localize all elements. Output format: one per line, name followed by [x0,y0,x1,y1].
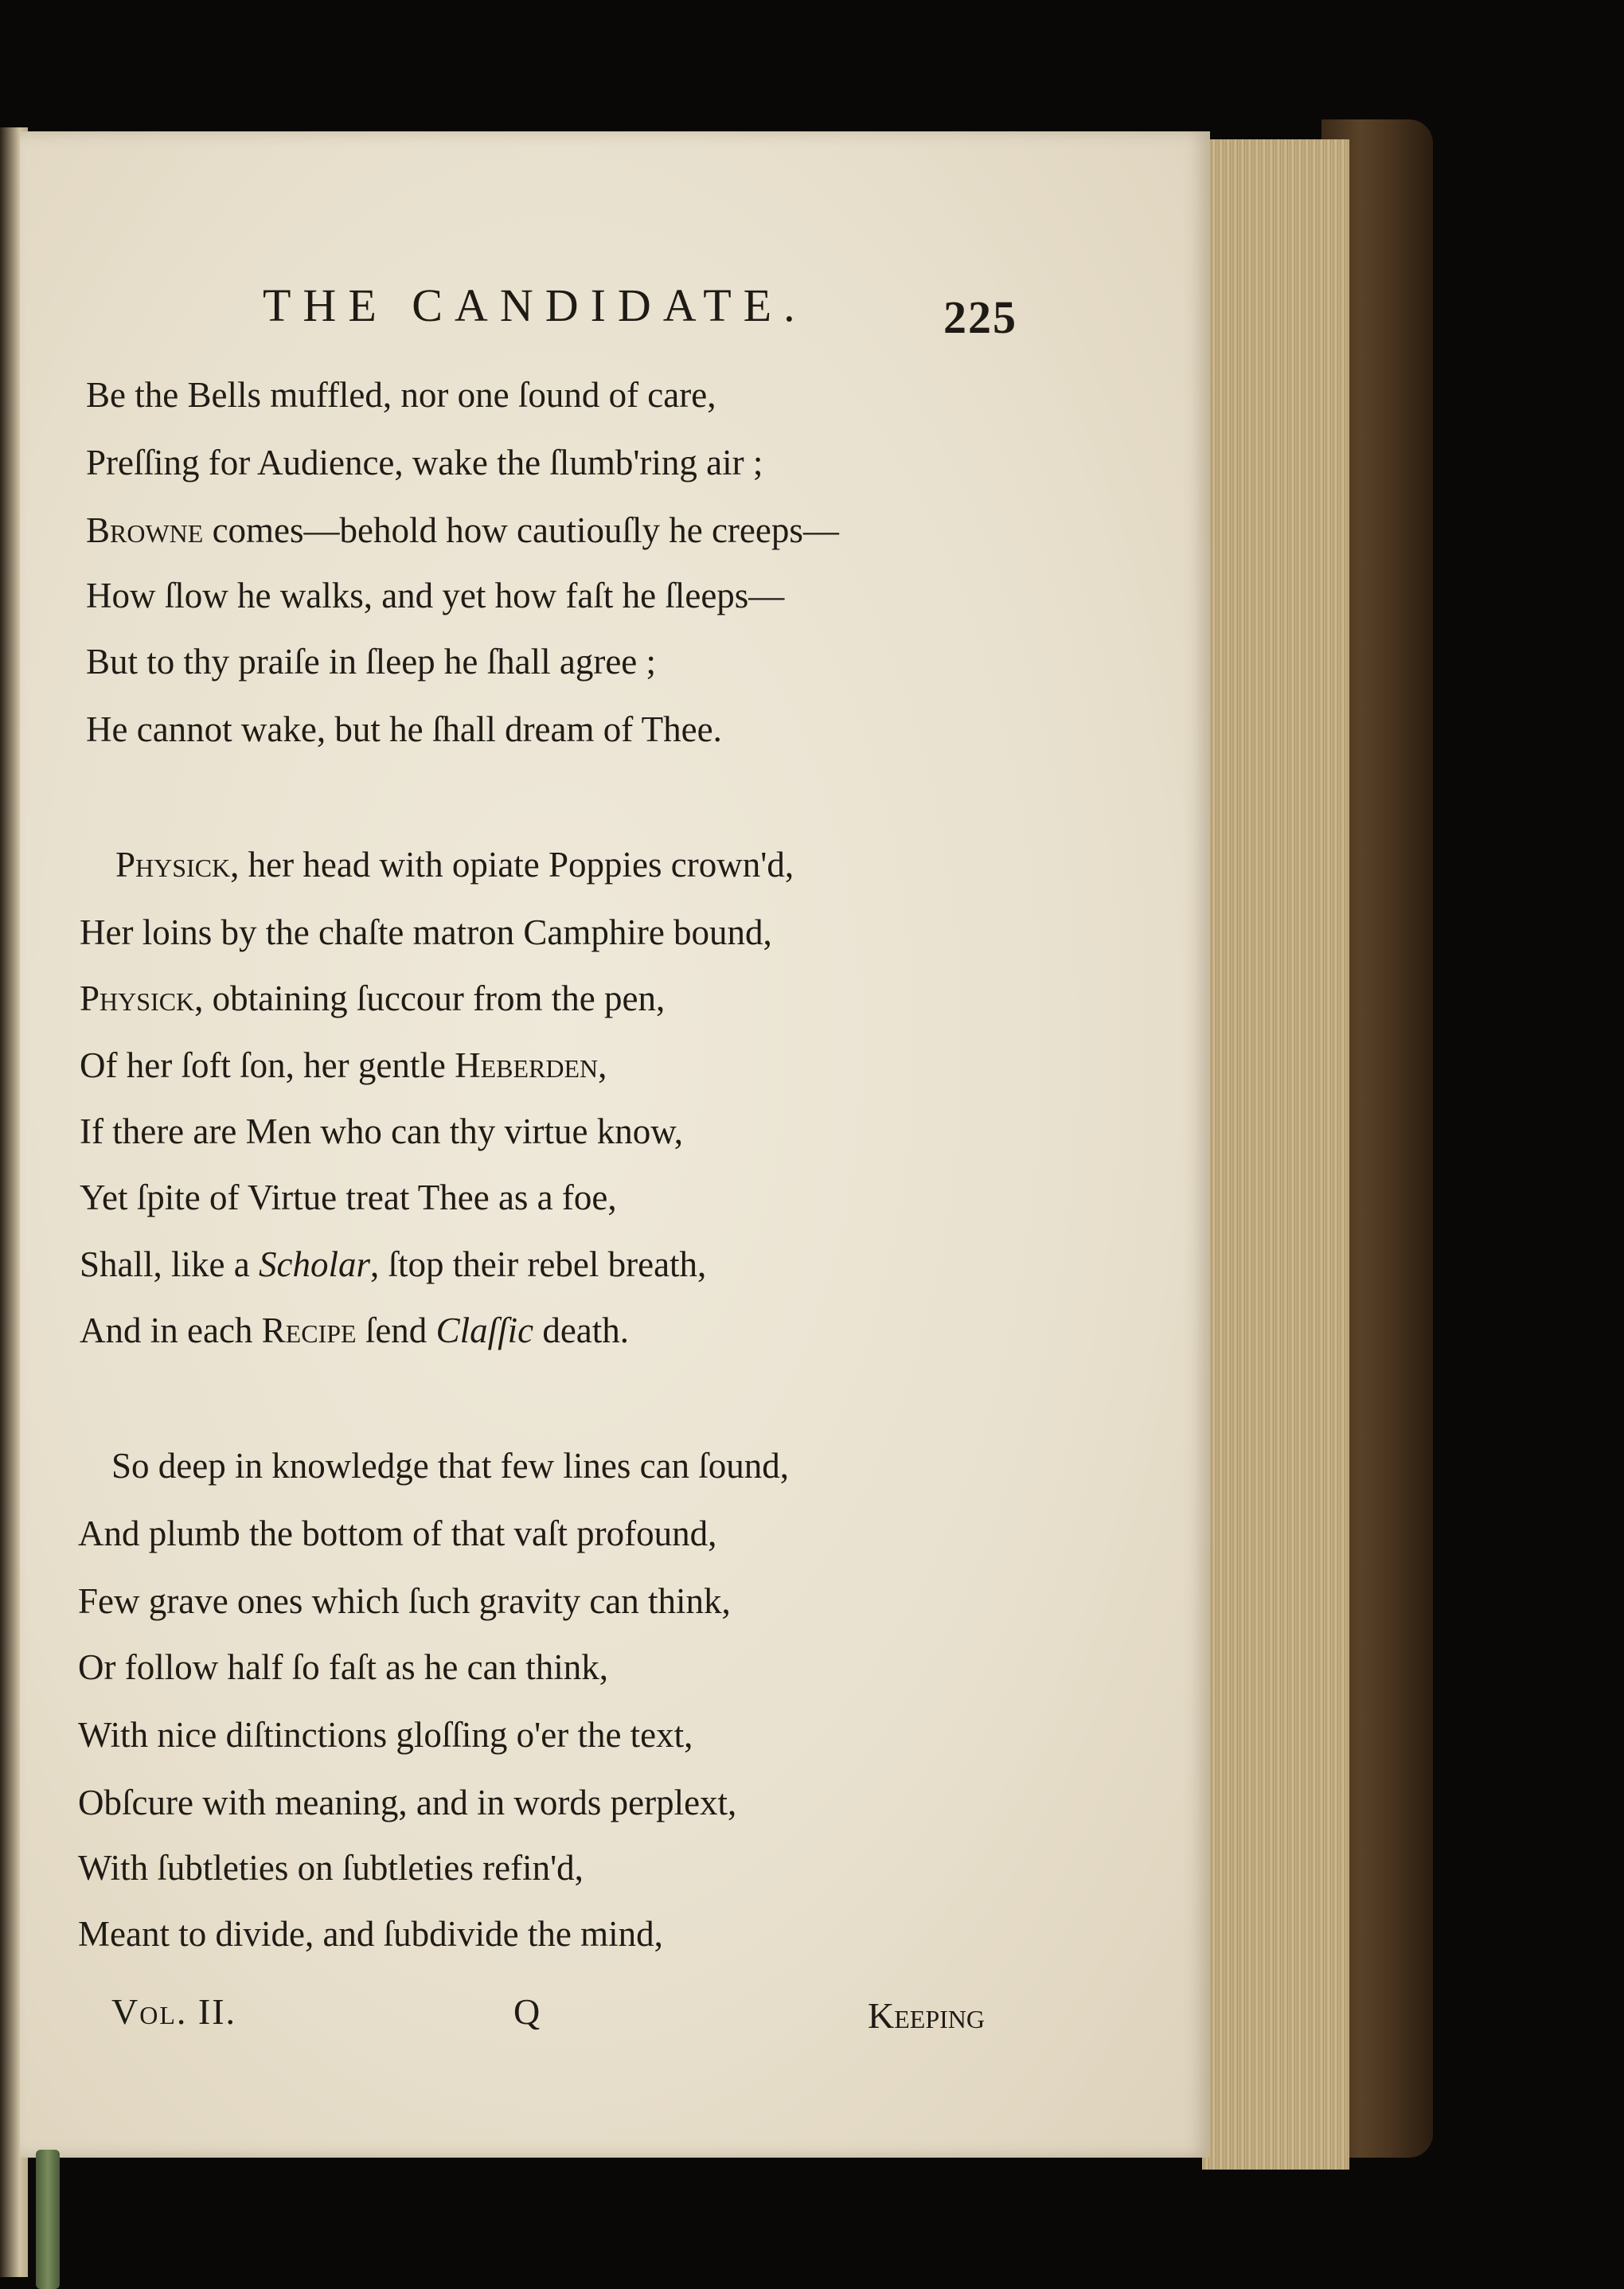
name-smallcaps: Heberden [455,1045,599,1085]
verse-text: comes—behold how cautiouſly he creeps— [203,510,839,550]
verse-line: Obſcure with meaning, and in words perplext, [78,1783,737,1822]
verse-line: Her loins by the chaſte matron Camphire bound, [80,912,772,952]
verse-line [115,844,794,885]
verse-line [80,978,665,1019]
ribbon-bookmark [36,2150,60,2289]
verse-line [80,1045,607,1086]
verse-text: Of her ſoft ſon, her gentle [80,1045,455,1085]
verse-text: death. [533,1311,630,1350]
name-smallcaps: Recipe [261,1311,357,1350]
verse-line: Be the Bells muffled, nor one ſound of care, [86,375,716,415]
verse-line [80,1244,706,1285]
verse-text: Shall, like a [80,1244,259,1284]
verse-line [80,1310,629,1351]
verse-line: He cannot wake, but he ſhall dream of Thee. [86,709,722,749]
verse-line: Or follow half ſo faſt as he can think, [78,1647,609,1687]
verse-text: ſend [356,1311,436,1350]
verse-line: With nice diſtinctions gloſſing o'er the text, [78,1715,693,1755]
page-number: 225 [943,291,1017,343]
verse-line: Few grave ones which ſuch gravity can think, [78,1581,731,1621]
catchword: Keeping [868,1995,985,2036]
verse-text: And in each [80,1311,262,1350]
name-smallcaps: Physick [80,978,195,1018]
volume-number: Vol. II. [111,1991,237,2032]
verse-text: , her head with opiate Poppies crown'd, [230,845,794,885]
running-title: THE CANDIDATE. [263,279,807,331]
verse-line: If there are Men who can thy virtue know, [80,1111,684,1151]
verse-line: With ſubtleties on ſubtleties refin'd, [78,1848,584,1888]
verse-text: , ſtop their rebel breath, [369,1244,707,1284]
name-smallcaps: Browne [86,510,204,550]
verse-line: Preſſing for Audience, wake the ſlumb'ring air ; [86,443,763,482]
signature-mark: Q [513,1991,541,2032]
verse-line: But to thy praiſe in ſleep he ſhall agree ; [86,642,657,682]
verse-line: How ſlow he walks, and yet how faſt he ſleeps— [86,576,785,615]
verse-line: Meant to divide, and ſubdivide the mind, [78,1914,663,1954]
verse-text: , [598,1045,607,1085]
name-smallcaps: Physick [115,845,231,885]
verse-line: Yet ſpite of Virtue treat Thee as a foe, [80,1178,617,1217]
verse-line: And plumb the bottom of that vaſt profound, [78,1514,717,1553]
page-fore-edge [1202,139,1349,2170]
verse-text: , obtaining ſuccour from the pen, [194,978,666,1018]
italic-word: Claſſic [435,1311,534,1350]
verse-line: So deep in knowledge that few lines can ſound, [111,1446,790,1486]
verse-line [86,510,839,551]
italic-word: Scholar [258,1244,370,1284]
